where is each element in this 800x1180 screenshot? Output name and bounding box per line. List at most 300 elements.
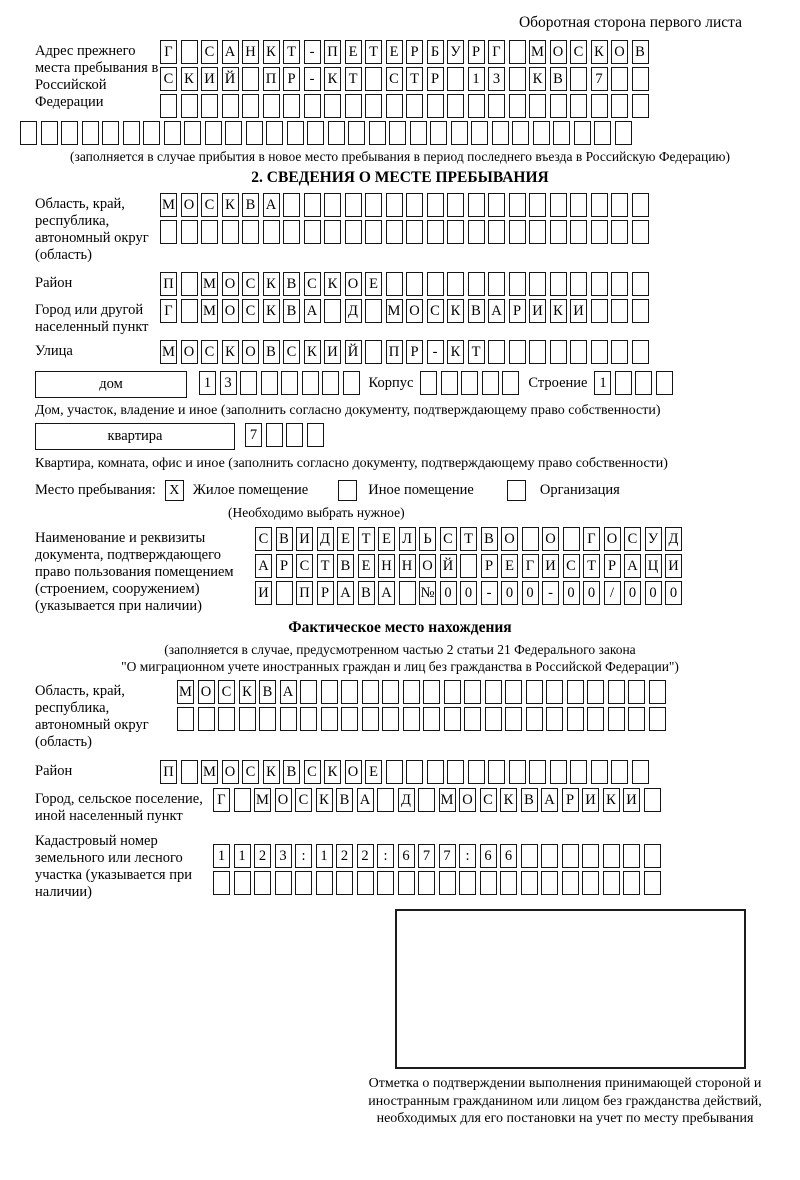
- char-cell[interactable]: [423, 680, 440, 704]
- char-cell[interactable]: П: [324, 40, 341, 64]
- char-cell[interactable]: [427, 193, 444, 217]
- char-cell[interactable]: [488, 94, 505, 118]
- char-cell[interactable]: [526, 680, 543, 704]
- char-cell[interactable]: [341, 680, 358, 704]
- char-cell[interactable]: С: [480, 788, 497, 812]
- char-cell[interactable]: И: [623, 788, 640, 812]
- char-cell[interactable]: [611, 299, 628, 323]
- char-cell[interactable]: [242, 220, 259, 244]
- char-cell[interactable]: С: [201, 40, 218, 64]
- char-cell[interactable]: Е: [378, 527, 395, 551]
- char-cell[interactable]: [263, 94, 280, 118]
- char-cell[interactable]: В: [550, 67, 567, 91]
- char-cell[interactable]: [482, 371, 499, 395]
- char-cell[interactable]: [541, 871, 558, 895]
- char-cell[interactable]: [468, 220, 485, 244]
- char-cell[interactable]: [181, 760, 198, 784]
- char-cell[interactable]: [447, 760, 464, 784]
- char-cell[interactable]: [587, 707, 604, 731]
- char-cell[interactable]: [386, 193, 403, 217]
- char-cell[interactable]: С: [624, 527, 641, 551]
- char-cell[interactable]: [439, 871, 456, 895]
- char-cell[interactable]: [447, 67, 464, 91]
- char-cell[interactable]: С: [242, 760, 259, 784]
- char-cell[interactable]: [418, 788, 435, 812]
- char-cell[interactable]: 0: [460, 581, 477, 605]
- char-cell[interactable]: К: [181, 67, 198, 91]
- char-cell[interactable]: С: [563, 554, 580, 578]
- char-cell[interactable]: [529, 220, 546, 244]
- char-cell[interactable]: Т: [358, 527, 375, 551]
- char-cell[interactable]: [567, 680, 584, 704]
- char-cell[interactable]: [468, 193, 485, 217]
- char-cell[interactable]: [603, 871, 620, 895]
- char-cell[interactable]: Т: [345, 67, 362, 91]
- char-cell[interactable]: [386, 760, 403, 784]
- char-cell[interactable]: [389, 121, 406, 145]
- char-cell[interactable]: И: [570, 299, 587, 323]
- char-cell[interactable]: И: [255, 581, 272, 605]
- char-cell[interactable]: [430, 121, 447, 145]
- char-cell[interactable]: [550, 760, 567, 784]
- char-cell[interactable]: [321, 680, 338, 704]
- char-cell[interactable]: М: [160, 193, 177, 217]
- char-cell[interactable]: [348, 121, 365, 145]
- char-cell[interactable]: В: [468, 299, 485, 323]
- char-cell[interactable]: [509, 272, 526, 296]
- char-cell[interactable]: Н: [378, 554, 395, 578]
- char-cell[interactable]: А: [488, 299, 505, 323]
- char-cell[interactable]: С: [570, 40, 587, 64]
- char-cell[interactable]: С: [427, 299, 444, 323]
- char-cell[interactable]: [266, 423, 283, 447]
- char-cell[interactable]: П: [296, 581, 313, 605]
- char-cell[interactable]: :: [377, 844, 394, 868]
- char-cell[interactable]: [591, 193, 608, 217]
- char-cell[interactable]: [502, 371, 519, 395]
- char-cell[interactable]: С: [295, 788, 312, 812]
- char-cell[interactable]: 0: [645, 581, 662, 605]
- char-cell[interactable]: -: [481, 581, 498, 605]
- char-cell[interactable]: [20, 121, 37, 145]
- char-cell[interactable]: [240, 371, 257, 395]
- char-cell[interactable]: -: [427, 340, 444, 364]
- char-cell[interactable]: [324, 193, 341, 217]
- char-cell[interactable]: 0: [624, 581, 641, 605]
- char-cell[interactable]: [201, 94, 218, 118]
- char-cell[interactable]: С: [386, 67, 403, 91]
- char-cell[interactable]: [623, 844, 640, 868]
- char-cell[interactable]: А: [337, 581, 354, 605]
- char-cell[interactable]: [399, 581, 416, 605]
- char-cell[interactable]: А: [357, 788, 374, 812]
- char-cell[interactable]: [444, 707, 461, 731]
- char-cell[interactable]: К: [316, 788, 333, 812]
- char-cell[interactable]: [550, 94, 567, 118]
- char-cell[interactable]: Д: [317, 527, 334, 551]
- char-cell[interactable]: [345, 94, 362, 118]
- char-cell[interactable]: Д: [345, 299, 362, 323]
- char-cell[interactable]: В: [242, 193, 259, 217]
- char-cell[interactable]: [505, 680, 522, 704]
- char-cell[interactable]: [283, 94, 300, 118]
- char-cell[interactable]: К: [500, 788, 517, 812]
- char-cell[interactable]: Ь: [419, 527, 436, 551]
- checkbox-organizatsiya[interactable]: [507, 480, 526, 501]
- char-cell[interactable]: Ц: [645, 554, 662, 578]
- char-cell[interactable]: 7: [439, 844, 456, 868]
- char-cell[interactable]: [459, 871, 476, 895]
- char-cell[interactable]: Т: [583, 554, 600, 578]
- char-cell[interactable]: Е: [501, 554, 518, 578]
- char-cell[interactable]: [377, 871, 394, 895]
- char-cell[interactable]: [382, 680, 399, 704]
- char-cell[interactable]: 0: [583, 581, 600, 605]
- char-cell[interactable]: [420, 371, 437, 395]
- char-cell[interactable]: [365, 94, 382, 118]
- char-cell[interactable]: [386, 220, 403, 244]
- char-cell[interactable]: [222, 220, 239, 244]
- char-cell[interactable]: В: [276, 527, 293, 551]
- char-cell[interactable]: 0: [440, 581, 457, 605]
- char-cell[interactable]: [345, 193, 362, 217]
- char-cell[interactable]: Н: [242, 40, 259, 64]
- char-cell[interactable]: К: [263, 272, 280, 296]
- char-cell[interactable]: [225, 121, 242, 145]
- char-cell[interactable]: Л: [399, 527, 416, 551]
- char-cell[interactable]: [447, 220, 464, 244]
- char-cell[interactable]: М: [160, 340, 177, 364]
- char-cell[interactable]: /: [604, 581, 621, 605]
- char-cell[interactable]: [403, 707, 420, 731]
- char-cell[interactable]: В: [632, 40, 649, 64]
- char-cell[interactable]: А: [255, 554, 272, 578]
- char-cell[interactable]: [287, 121, 304, 145]
- char-cell[interactable]: [649, 680, 666, 704]
- char-cell[interactable]: 2: [357, 844, 374, 868]
- char-cell[interactable]: [632, 299, 649, 323]
- char-cell[interactable]: О: [501, 527, 518, 551]
- char-cell[interactable]: [594, 121, 611, 145]
- char-cell[interactable]: В: [521, 788, 538, 812]
- checkbox-zhiloe[interactable]: X: [165, 480, 184, 501]
- char-cell[interactable]: 0: [522, 581, 539, 605]
- char-cell[interactable]: [447, 193, 464, 217]
- char-cell[interactable]: [406, 272, 423, 296]
- char-cell[interactable]: [322, 371, 339, 395]
- char-cell[interactable]: [410, 121, 427, 145]
- char-cell[interactable]: М: [177, 680, 194, 704]
- char-cell[interactable]: К: [324, 272, 341, 296]
- char-cell[interactable]: [570, 220, 587, 244]
- char-cell[interactable]: [505, 707, 522, 731]
- char-cell[interactable]: С: [201, 340, 218, 364]
- char-cell[interactable]: [635, 371, 652, 395]
- char-cell[interactable]: [509, 67, 526, 91]
- char-cell[interactable]: [512, 121, 529, 145]
- char-cell[interactable]: [181, 272, 198, 296]
- char-cell[interactable]: 1: [234, 844, 251, 868]
- char-cell[interactable]: [529, 193, 546, 217]
- char-cell[interactable]: [509, 94, 526, 118]
- char-cell[interactable]: [386, 94, 403, 118]
- char-cell[interactable]: [341, 707, 358, 731]
- char-cell[interactable]: [234, 871, 251, 895]
- char-cell[interactable]: [263, 220, 280, 244]
- char-cell[interactable]: М: [254, 788, 271, 812]
- char-cell[interactable]: [644, 871, 661, 895]
- char-cell[interactable]: [509, 340, 526, 364]
- char-cell[interactable]: М: [386, 299, 403, 323]
- char-cell[interactable]: [632, 193, 649, 217]
- char-cell[interactable]: [406, 94, 423, 118]
- char-cell[interactable]: [328, 121, 345, 145]
- char-cell[interactable]: [603, 844, 620, 868]
- char-cell[interactable]: [304, 220, 321, 244]
- char-cell[interactable]: [365, 193, 382, 217]
- char-cell[interactable]: [488, 272, 505, 296]
- char-cell[interactable]: [276, 581, 293, 605]
- char-cell[interactable]: Г: [160, 299, 177, 323]
- char-cell[interactable]: А: [304, 299, 321, 323]
- char-cell[interactable]: [485, 680, 502, 704]
- char-cell[interactable]: К: [263, 40, 280, 64]
- char-cell[interactable]: [205, 121, 222, 145]
- char-cell[interactable]: Р: [481, 554, 498, 578]
- char-cell[interactable]: И: [296, 527, 313, 551]
- char-cell[interactable]: [529, 340, 546, 364]
- char-cell[interactable]: Р: [562, 788, 579, 812]
- char-cell[interactable]: [615, 121, 632, 145]
- char-cell[interactable]: Е: [345, 40, 362, 64]
- char-cell[interactable]: [307, 121, 324, 145]
- char-cell[interactable]: И: [324, 340, 341, 364]
- char-cell[interactable]: 1: [468, 67, 485, 91]
- char-cell[interactable]: [570, 94, 587, 118]
- char-cell[interactable]: О: [611, 40, 628, 64]
- char-cell[interactable]: [563, 527, 580, 551]
- char-cell[interactable]: У: [645, 527, 662, 551]
- char-cell[interactable]: Т: [317, 554, 334, 578]
- char-cell[interactable]: Т: [406, 67, 423, 91]
- char-cell[interactable]: К: [550, 299, 567, 323]
- char-cell[interactable]: К: [263, 299, 280, 323]
- char-cell[interactable]: [365, 299, 382, 323]
- char-cell[interactable]: [611, 67, 628, 91]
- char-cell[interactable]: [201, 220, 218, 244]
- char-cell[interactable]: 2: [336, 844, 353, 868]
- char-cell[interactable]: О: [181, 193, 198, 217]
- char-cell[interactable]: [418, 871, 435, 895]
- char-cell[interactable]: О: [222, 272, 239, 296]
- char-cell[interactable]: [533, 121, 550, 145]
- char-cell[interactable]: [427, 220, 444, 244]
- char-cell[interactable]: У: [447, 40, 464, 64]
- char-cell[interactable]: Р: [283, 67, 300, 91]
- char-cell[interactable]: [447, 272, 464, 296]
- char-cell[interactable]: [526, 707, 543, 731]
- char-cell[interactable]: [164, 121, 181, 145]
- char-cell[interactable]: [181, 40, 198, 64]
- char-cell[interactable]: [632, 220, 649, 244]
- char-cell[interactable]: [295, 871, 312, 895]
- char-cell[interactable]: [403, 680, 420, 704]
- char-cell[interactable]: О: [275, 788, 292, 812]
- char-cell[interactable]: [468, 94, 485, 118]
- char-cell[interactable]: [611, 220, 628, 244]
- char-cell[interactable]: [345, 220, 362, 244]
- char-cell[interactable]: О: [419, 554, 436, 578]
- char-cell[interactable]: [242, 67, 259, 91]
- char-cell[interactable]: [61, 121, 78, 145]
- char-cell[interactable]: [324, 94, 341, 118]
- char-cell[interactable]: [611, 94, 628, 118]
- char-cell[interactable]: Е: [365, 272, 382, 296]
- char-cell[interactable]: Н: [399, 554, 416, 578]
- char-cell[interactable]: [160, 94, 177, 118]
- char-cell[interactable]: С: [242, 299, 259, 323]
- char-cell[interactable]: [492, 121, 509, 145]
- char-cell[interactable]: [615, 371, 632, 395]
- char-cell[interactable]: [357, 871, 374, 895]
- char-cell[interactable]: 1: [213, 844, 230, 868]
- char-cell[interactable]: П: [263, 67, 280, 91]
- char-cell[interactable]: С: [296, 554, 313, 578]
- char-cell[interactable]: [574, 121, 591, 145]
- char-cell[interactable]: [343, 371, 360, 395]
- char-cell[interactable]: В: [481, 527, 498, 551]
- char-cell[interactable]: Е: [386, 40, 403, 64]
- char-cell[interactable]: [553, 121, 570, 145]
- char-cell[interactable]: [460, 554, 477, 578]
- char-cell[interactable]: [280, 707, 297, 731]
- char-cell[interactable]: [509, 193, 526, 217]
- char-cell[interactable]: О: [181, 340, 198, 364]
- char-cell[interactable]: [591, 760, 608, 784]
- char-cell[interactable]: И: [582, 788, 599, 812]
- char-cell[interactable]: [656, 371, 673, 395]
- char-cell[interactable]: С: [304, 760, 321, 784]
- char-cell[interactable]: [266, 121, 283, 145]
- char-cell[interactable]: [181, 94, 198, 118]
- char-cell[interactable]: 3: [220, 371, 237, 395]
- checkbox-inoe[interactable]: [338, 480, 357, 501]
- char-cell[interactable]: [398, 871, 415, 895]
- char-cell[interactable]: [509, 40, 526, 64]
- char-cell[interactable]: В: [358, 581, 375, 605]
- char-cell[interactable]: Р: [406, 340, 423, 364]
- char-cell[interactable]: [591, 340, 608, 364]
- char-cell[interactable]: 7: [418, 844, 435, 868]
- char-cell[interactable]: [611, 193, 628, 217]
- char-cell[interactable]: А: [280, 680, 297, 704]
- char-cell[interactable]: К: [263, 760, 280, 784]
- char-cell[interactable]: [591, 299, 608, 323]
- char-cell[interactable]: [324, 299, 341, 323]
- char-cell[interactable]: [562, 844, 579, 868]
- char-cell[interactable]: [300, 707, 317, 731]
- char-cell[interactable]: [644, 844, 661, 868]
- char-cell[interactable]: О: [542, 527, 559, 551]
- char-cell[interactable]: 7: [245, 423, 262, 447]
- char-cell[interactable]: [488, 760, 505, 784]
- char-cell[interactable]: [239, 707, 256, 731]
- char-cell[interactable]: [441, 371, 458, 395]
- char-cell[interactable]: С: [242, 272, 259, 296]
- char-cell[interactable]: [261, 371, 278, 395]
- char-cell[interactable]: И: [529, 299, 546, 323]
- char-cell[interactable]: [160, 220, 177, 244]
- char-cell[interactable]: Р: [509, 299, 526, 323]
- char-cell[interactable]: К: [324, 67, 341, 91]
- char-cell[interactable]: -: [304, 40, 321, 64]
- char-cell[interactable]: [521, 844, 538, 868]
- char-cell[interactable]: [628, 680, 645, 704]
- char-cell[interactable]: [632, 340, 649, 364]
- char-cell[interactable]: [41, 121, 58, 145]
- char-cell[interactable]: К: [603, 788, 620, 812]
- char-cell[interactable]: К: [447, 299, 464, 323]
- char-cell[interactable]: -: [304, 67, 321, 91]
- char-cell[interactable]: Й: [345, 340, 362, 364]
- char-cell[interactable]: [509, 760, 526, 784]
- char-cell[interactable]: В: [283, 272, 300, 296]
- char-cell[interactable]: П: [160, 272, 177, 296]
- char-cell[interactable]: М: [529, 40, 546, 64]
- char-cell[interactable]: [529, 94, 546, 118]
- char-cell[interactable]: [324, 220, 341, 244]
- char-cell[interactable]: М: [201, 760, 218, 784]
- char-cell[interactable]: Е: [337, 527, 354, 551]
- char-cell[interactable]: [608, 680, 625, 704]
- char-cell[interactable]: Й: [440, 554, 457, 578]
- char-cell[interactable]: [447, 94, 464, 118]
- char-cell[interactable]: [286, 423, 303, 447]
- char-cell[interactable]: [302, 371, 319, 395]
- char-cell[interactable]: И: [201, 67, 218, 91]
- char-cell[interactable]: Т: [365, 40, 382, 64]
- char-cell[interactable]: С: [255, 527, 272, 551]
- char-cell[interactable]: К: [591, 40, 608, 64]
- char-cell[interactable]: [336, 871, 353, 895]
- char-cell[interactable]: Г: [522, 554, 539, 578]
- char-cell[interactable]: [242, 94, 259, 118]
- char-cell[interactable]: [275, 871, 292, 895]
- char-cell[interactable]: [461, 371, 478, 395]
- char-cell[interactable]: [468, 760, 485, 784]
- char-cell[interactable]: [316, 871, 333, 895]
- char-cell[interactable]: Р: [406, 40, 423, 64]
- char-cell[interactable]: [382, 707, 399, 731]
- char-cell[interactable]: К: [222, 193, 239, 217]
- char-cell[interactable]: [365, 340, 382, 364]
- char-cell[interactable]: [369, 121, 386, 145]
- char-cell[interactable]: К: [529, 67, 546, 91]
- char-cell[interactable]: К: [324, 760, 341, 784]
- char-cell[interactable]: Е: [365, 760, 382, 784]
- char-cell[interactable]: [304, 193, 321, 217]
- char-cell[interactable]: [177, 707, 194, 731]
- char-cell[interactable]: Т: [468, 340, 485, 364]
- char-cell[interactable]: М: [201, 272, 218, 296]
- char-cell[interactable]: [406, 220, 423, 244]
- char-cell[interactable]: Г: [160, 40, 177, 64]
- char-cell[interactable]: [259, 707, 276, 731]
- char-cell[interactable]: [181, 220, 198, 244]
- char-cell[interactable]: [222, 94, 239, 118]
- char-cell[interactable]: [632, 94, 649, 118]
- char-cell[interactable]: [234, 788, 251, 812]
